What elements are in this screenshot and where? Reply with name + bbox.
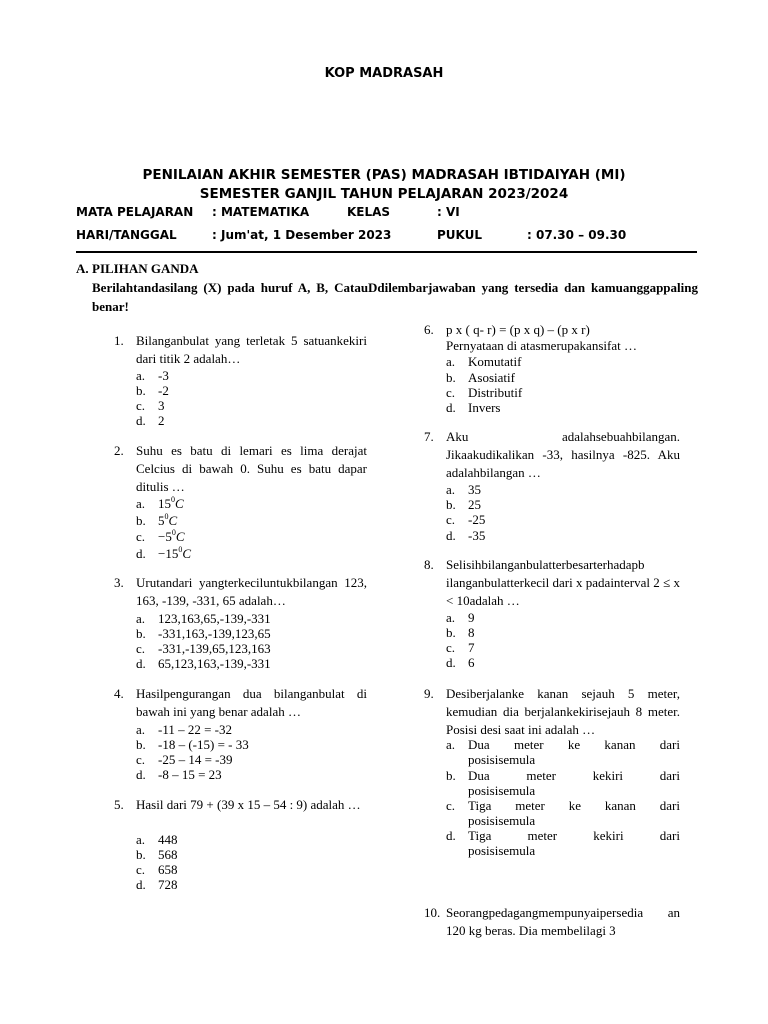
time-label: PUKUL [437,228,483,242]
question-number: 1. [114,333,124,348]
question-text: Bilanganbulat yang terletak 5 satuankekiri dari titik 2 adalah… [136,333,367,366]
question-text: Hasilpengurangan dua bilanganbulat di bawah ini yang benar adalah … [136,686,367,719]
question-text: Seorangpedagangmempunyaipersedia an 120 kg beras. Dia membelilagi 3 [446,905,680,938]
question-number: 5. [114,797,124,812]
question-text: Hasil dari 79 + (39 x 15 – 54 : 9) adalah … [136,797,361,812]
question-text: Suhu es batu di lemari es lima derajat Celcius di bawah 0. Suhu es batu dapar ditulis … [136,443,367,494]
question-formula: p x ( q- r) = (p x q) – (p x r) [446,322,590,337]
subject-label: MATA PELAJARAN [76,205,194,219]
instruction-text: Berilahtandasilang (X) pada huruf A, B, CatauDdilembarjawaban yang tersedia dan kamuanggappaling benar! [92,280,698,314]
time-value: : 07.30 – 09.30 [527,228,627,242]
question-number: 8. [424,557,434,572]
question-number: 2. [114,443,124,458]
class-value: : VI [437,205,460,219]
question-text: Desiberjalanke kanan sejauh 5 meter, kemudian dia berjalankekirisejauh 8 meter. Posisi desi saat ini adalah … [446,686,680,737]
section-letter: A. [76,261,89,276]
subject-value: : MATEMATIKA [212,205,310,219]
exam-title: PENILAIAN AKHIR SEMESTER (PAS) MADRASAH IBTIDAIYAH (MI) [142,167,626,183]
question-number: 7. [424,429,434,444]
kop-madrasah: KOP MADRASAH [324,66,444,81]
class-label: KELAS [347,205,391,219]
question-9 [424,685,680,739]
question-number: 3. [114,575,124,590]
question-7 [424,428,680,482]
question-8 [424,556,680,610]
question-text: Aku adalahsebuahbilangan. Jikaakudikalikan -33, hasilnya -825. Aku adalahbilangan … [446,429,680,480]
question-5 [114,796,367,832]
question-3 [114,574,367,610]
header-divider [76,251,697,253]
question-10 [424,904,680,940]
question-text: Selisihbilanganbulatterbesarterhadapb ilanganbulatterkecil dari x padainterval 2 ≤ x < 10adalah … [446,557,680,608]
question-number: 6. [424,322,434,337]
section-title: PILIHAN GANDA [92,261,199,276]
exam-subtitle: SEMESTER GANJIL TAHUN PELAJARAN 2023/2024 [199,186,569,202]
question-number: 10. [424,905,441,920]
question-number: 9. [424,686,434,701]
question-text: Pernyataan di atasmerupakansifat … [446,338,637,353]
question-text: Urutandari yangterkeciluntukbilangan 123, 163, -139, -331, 65 adalah… [136,575,367,608]
question-4 [114,685,367,721]
date-value: : Jum'at, 1 Desember 2023 [212,228,392,242]
question-6 [424,321,680,357]
question-2 [114,442,367,496]
question-1 [114,332,367,368]
question-number: 4. [114,686,124,701]
date-label: HARI/TANGGAL [76,228,177,242]
